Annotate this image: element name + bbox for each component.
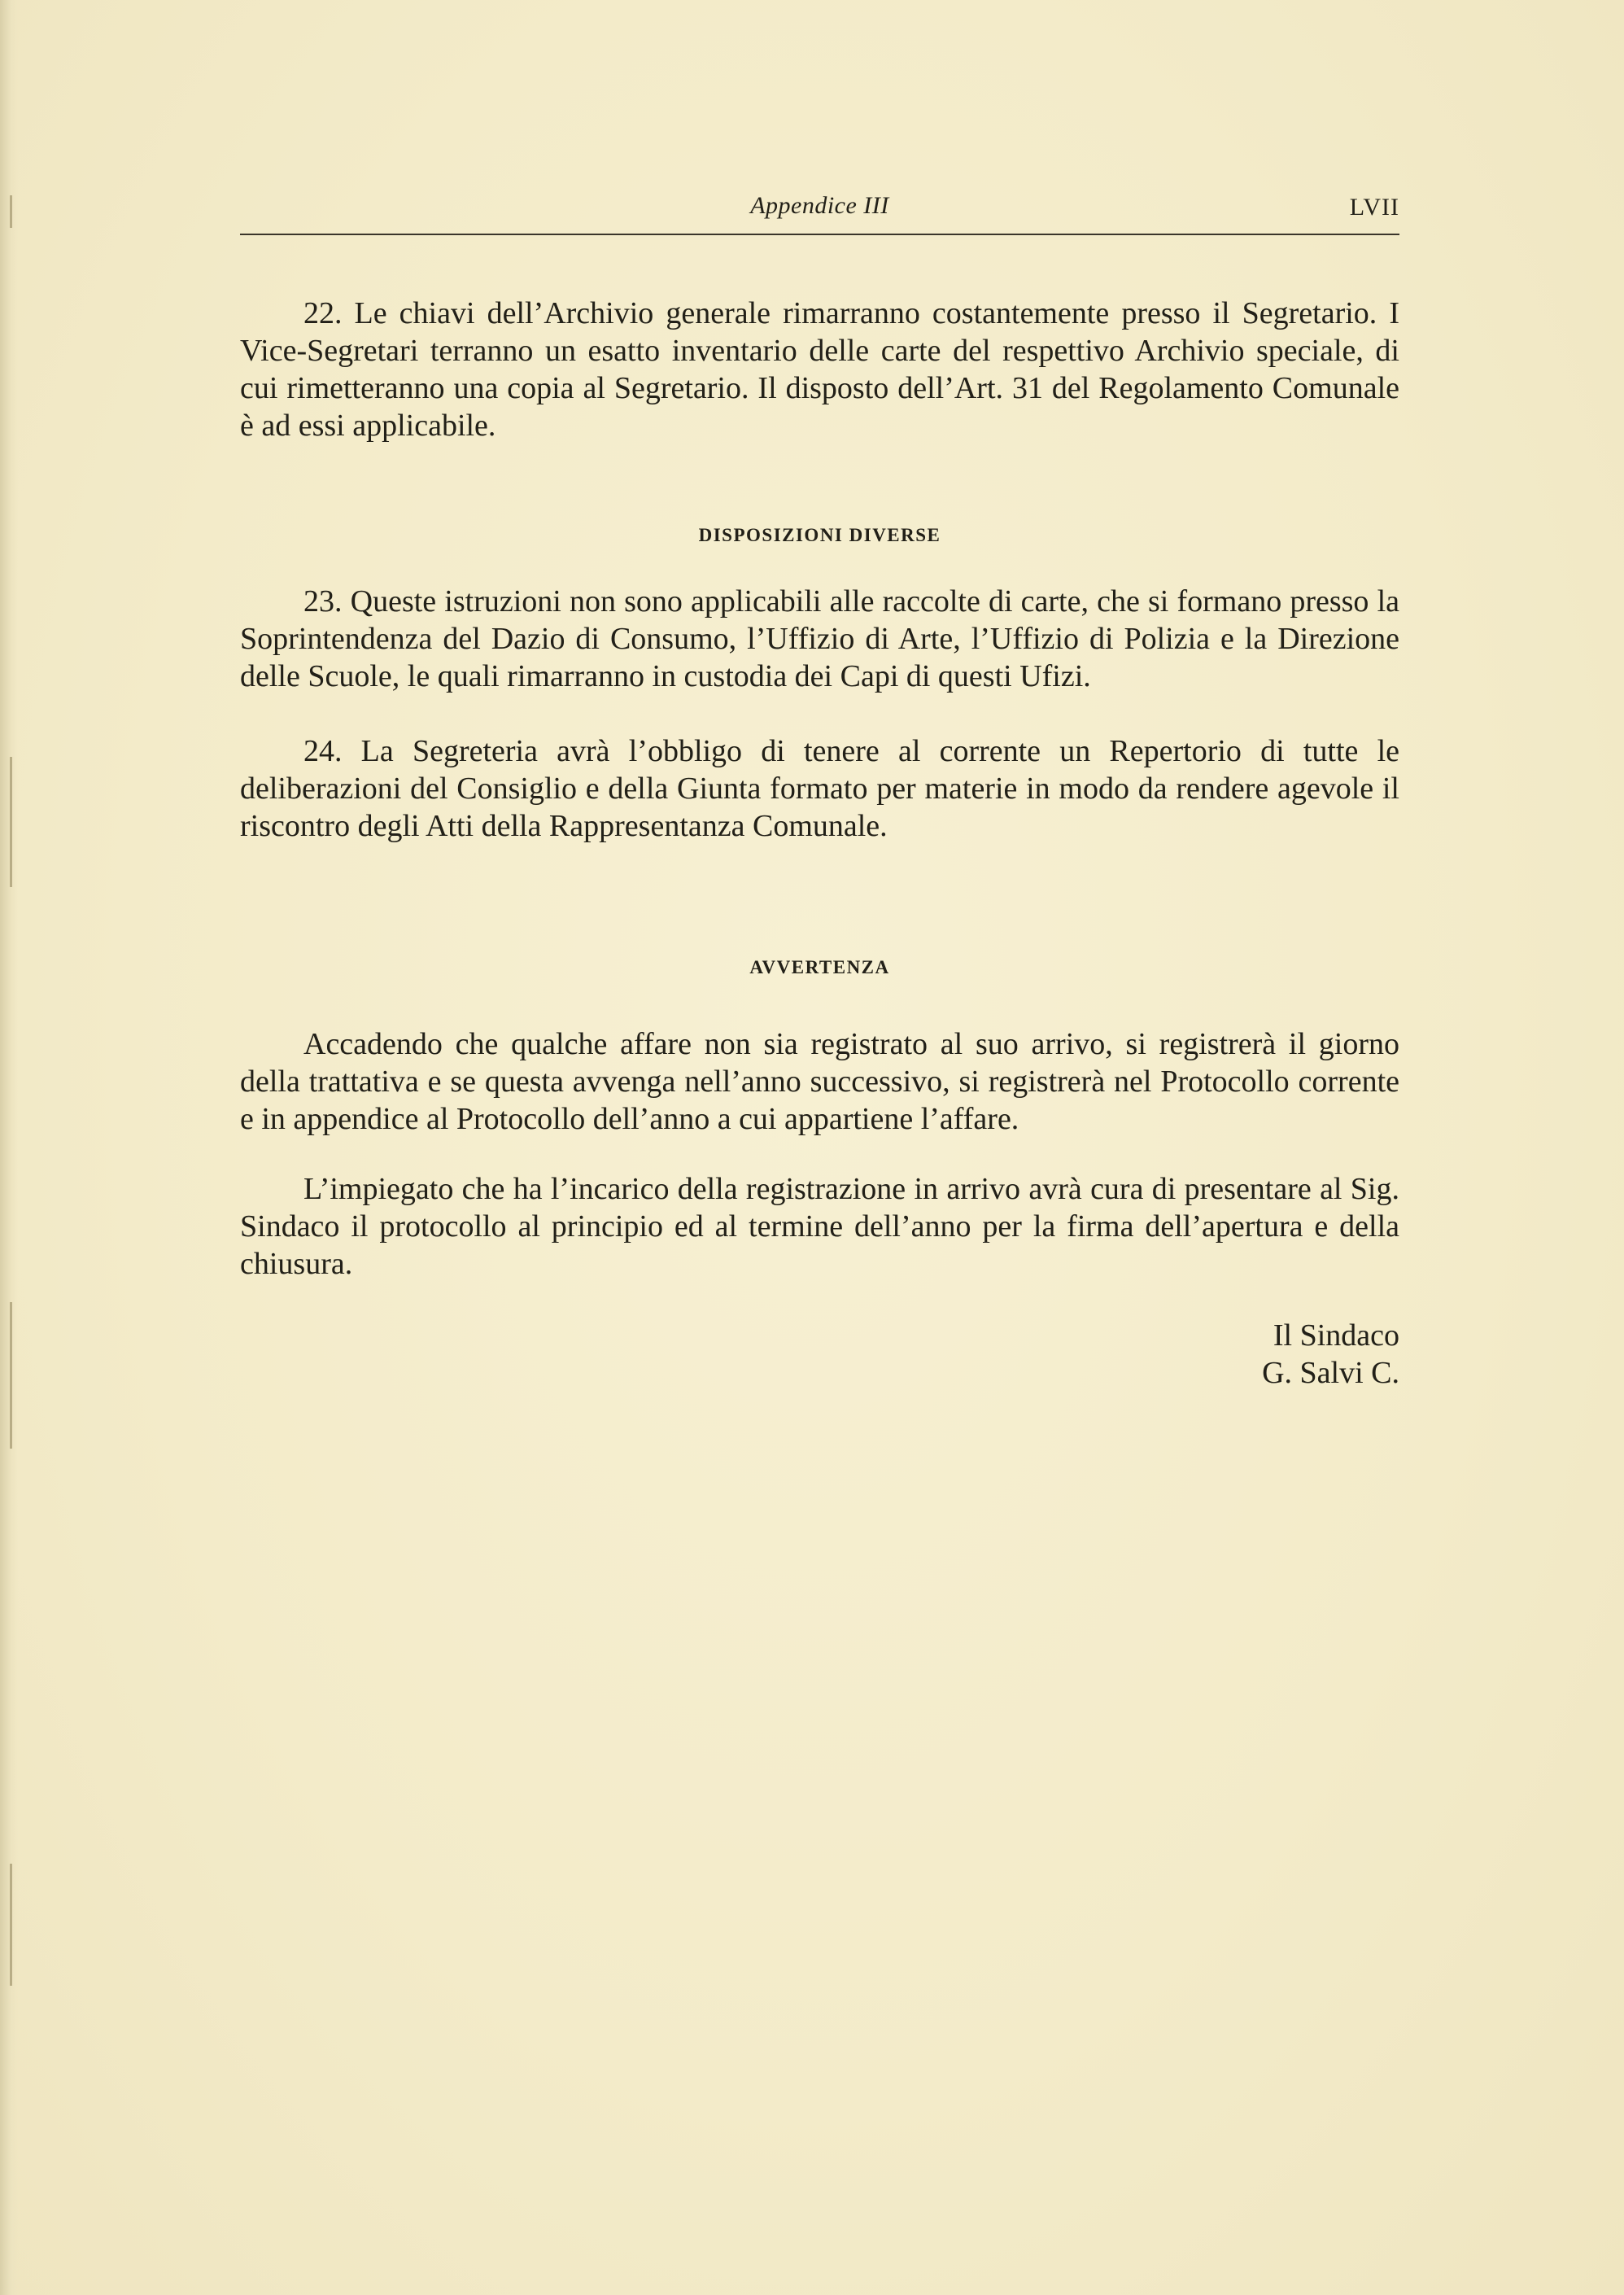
binding-stitch <box>10 757 12 887</box>
section-heading-avvertenza: AVVERTENZA <box>749 957 890 977</box>
header-rule <box>240 234 1399 235</box>
paragraph-22: 22. Le chiavi dell’Archivio generale rimarranno costantemente presso il Segretario. I Vice-Segretari terranno un esatto inventario delle carte del respettivo Archivio speciale, di cui rimetteranno una copia al Segretario. Il disposto dell’Art. 31 del Regolamento Comunale è ad essi applicabile. <box>240 296 1399 443</box>
binding-stitch <box>10 1302 12 1449</box>
signature-block <box>1262 1317 1399 1392</box>
paragraph-23: 23. Queste istruzioni non sono applicabili alle raccolte di carte, che si formano presso la Soprintendenza del Dazio di Consumo, l’Uffizio di Arte, l’Uffizio di Polizia e la Direzione delle Scuole, le quali rimarranno in custodia dei Capi di questi Ufizi. <box>240 584 1399 693</box>
paragraph-impiegato: L’impiegato che ha l’incarico della registrazione in arrivo avrà cura di presentare al Sig. Sindaco il protocollo al principio ed al termine dell’anno per la firma dell’apertura e della chiusura. <box>240 1172 1399 1281</box>
binding-edge <box>0 0 18 2295</box>
signature-title: Il Sindaco <box>1273 1318 1399 1353</box>
signature-name: G. Salvi C. <box>1262 1356 1399 1390</box>
binding-stitch <box>10 195 12 228</box>
running-header <box>240 192 1399 231</box>
page-number: LVII <box>1349 194 1399 221</box>
paragraph-accadendo: Accadendo che qualche affare non sia registrato al suo arrivo, si registrerà il giorno della trattativa e se questa avvenga nell’anno successivo, si registrerà nel Protocollo corrente e in appendice al Protocollo dell’anno a cui appartiene l’affare. <box>240 1027 1399 1136</box>
binding-stitch <box>10 1864 12 1986</box>
running-header-title: Appendice III <box>750 192 889 219</box>
section-heading-disposizioni-diverse: DISPOSIZIONI DIVERSE <box>698 525 941 545</box>
paragraph-24: 24. La Segreteria avrà l’obbligo di tenere al corrente un Repertorio di tutte le deliberazioni del Consiglio e della Giunta formato per materie in modo da rendere agevole il riscontro degli Atti della Rappresentanza Comunale. <box>240 734 1399 843</box>
